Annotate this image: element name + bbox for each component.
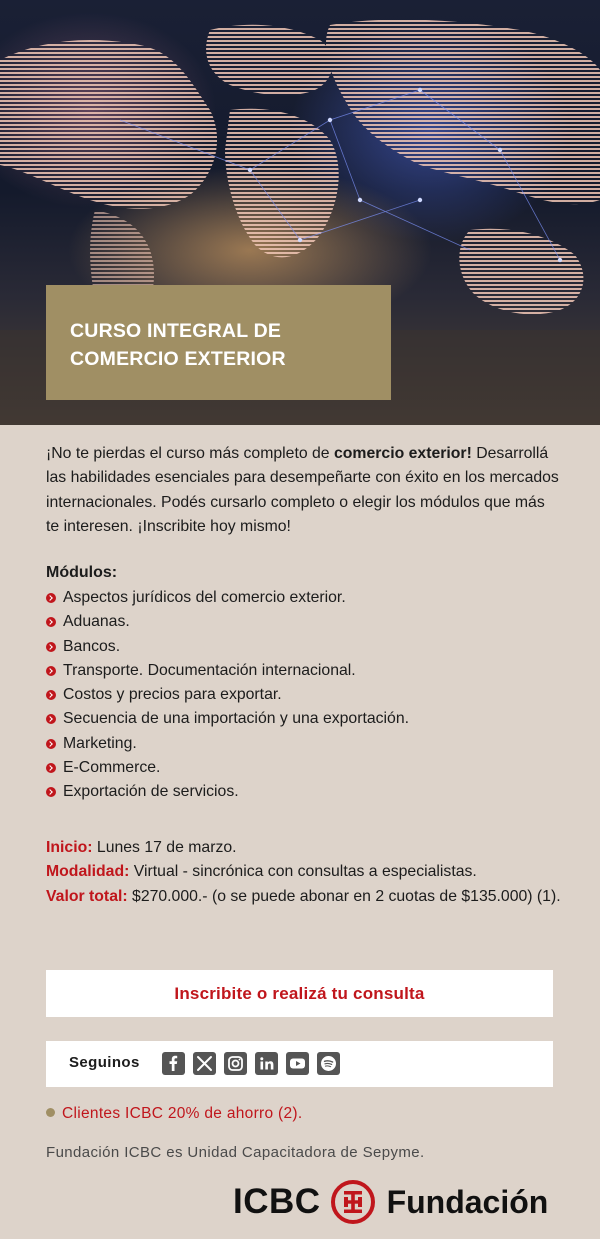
icbc-fundacion-logo: [233, 1180, 548, 1224]
intro-text-end: Desarrollá las habilidades esenciales para desempeñarte con éxito en los mercados internacionales. Podés cursarlo completo o elegir los módulos que más te interesen. ¡Inscribite hoy mismo!: [46, 445, 559, 535]
intro-text-bold: comercio exterior!: [334, 445, 472, 462]
module-label: Transporte. Documentación internacional.: [63, 661, 356, 679]
price-value: $270.000.- (o se puede abonar en 2 cuotas de $135.000) (1).: [127, 887, 561, 905]
module-item: [46, 756, 409, 780]
intro-text-start: ¡No te pierdas el curso más completo de: [46, 445, 334, 462]
price-row: [46, 885, 561, 909]
module-label: E-Commerce.: [63, 759, 161, 777]
social-bar: [46, 1041, 553, 1087]
course-title-line2: COMERCIO EXTERIOR: [70, 348, 286, 370]
bullet-icon: [46, 617, 56, 627]
register-button[interactable]: Inscribite o realizá tu consulta: [46, 970, 553, 1017]
social-icons: [162, 1052, 340, 1075]
linkedin-icon[interactable]: [255, 1052, 278, 1075]
youtube-icon[interactable]: [286, 1052, 309, 1075]
module-item: [46, 732, 409, 756]
mode-label: Modalidad:: [46, 863, 130, 881]
spotify-icon[interactable]: [317, 1052, 340, 1075]
bullet-icon: [46, 739, 56, 749]
promo-bullet-icon: [46, 1108, 55, 1117]
modules-heading: Módulos:: [46, 564, 118, 581]
bullet-icon: [46, 593, 56, 603]
mode-row: [46, 860, 561, 884]
mode-value: Virtual - sincrónica con consultas a especialistas.: [129, 863, 477, 881]
course-details: [46, 836, 561, 909]
hero-banner: [0, 0, 600, 425]
bullet-icon: [46, 787, 56, 797]
instagram-icon[interactable]: [224, 1052, 247, 1075]
promo-line: [46, 1105, 302, 1123]
module-label: Exportación de servicios.: [63, 783, 239, 801]
bullet-icon: [46, 714, 56, 724]
bullet-icon: [46, 690, 56, 700]
facebook-icon[interactable]: [162, 1052, 185, 1075]
start-value: Lunes 17 de marzo.: [92, 839, 237, 856]
price-label: Valor total:: [46, 887, 128, 905]
start-label: Inicio:: [46, 839, 93, 856]
start-row: [46, 836, 561, 860]
logo-fundacion-text: Fundación: [386, 1183, 549, 1220]
sepyme-note: Fundación ICBC es Unidad Capacitadora de Sepyme.: [46, 1144, 425, 1161]
module-item: [46, 659, 409, 683]
x-icon[interactable]: [193, 1052, 216, 1075]
module-label: Aspectos jurídicos del comercio exterior.: [63, 589, 346, 606]
module-item: [46, 707, 409, 731]
icbc-emblem-icon: [331, 1180, 375, 1224]
module-label: Marketing.: [63, 734, 137, 752]
module-label: Costos y precios para exportar.: [63, 686, 282, 704]
module-item: [46, 780, 409, 804]
bullet-icon: [46, 666, 56, 676]
course-title-line1: CURSO INTEGRAL DE: [70, 320, 282, 342]
intro-paragraph: [46, 442, 561, 539]
modules-list: [46, 586, 409, 805]
module-item: [46, 635, 409, 659]
module-item: [46, 610, 409, 634]
module-label: Aduanas.: [63, 613, 130, 631]
logo-icbc-text: ICBC: [233, 1182, 321, 1221]
promo-text: Clientes ICBC 20% de ahorro (2).: [62, 1105, 303, 1122]
course-title-box: [46, 285, 391, 400]
module-label: Secuencia de una importación y una exportación.: [63, 710, 409, 728]
module-item: [46, 586, 409, 610]
module-label: Bancos.: [63, 637, 121, 655]
course-title: [70, 317, 286, 373]
module-item: [46, 683, 409, 707]
social-label: Seguinos: [69, 1054, 140, 1071]
bullet-icon: [46, 763, 56, 773]
bullet-icon: [46, 642, 56, 652]
